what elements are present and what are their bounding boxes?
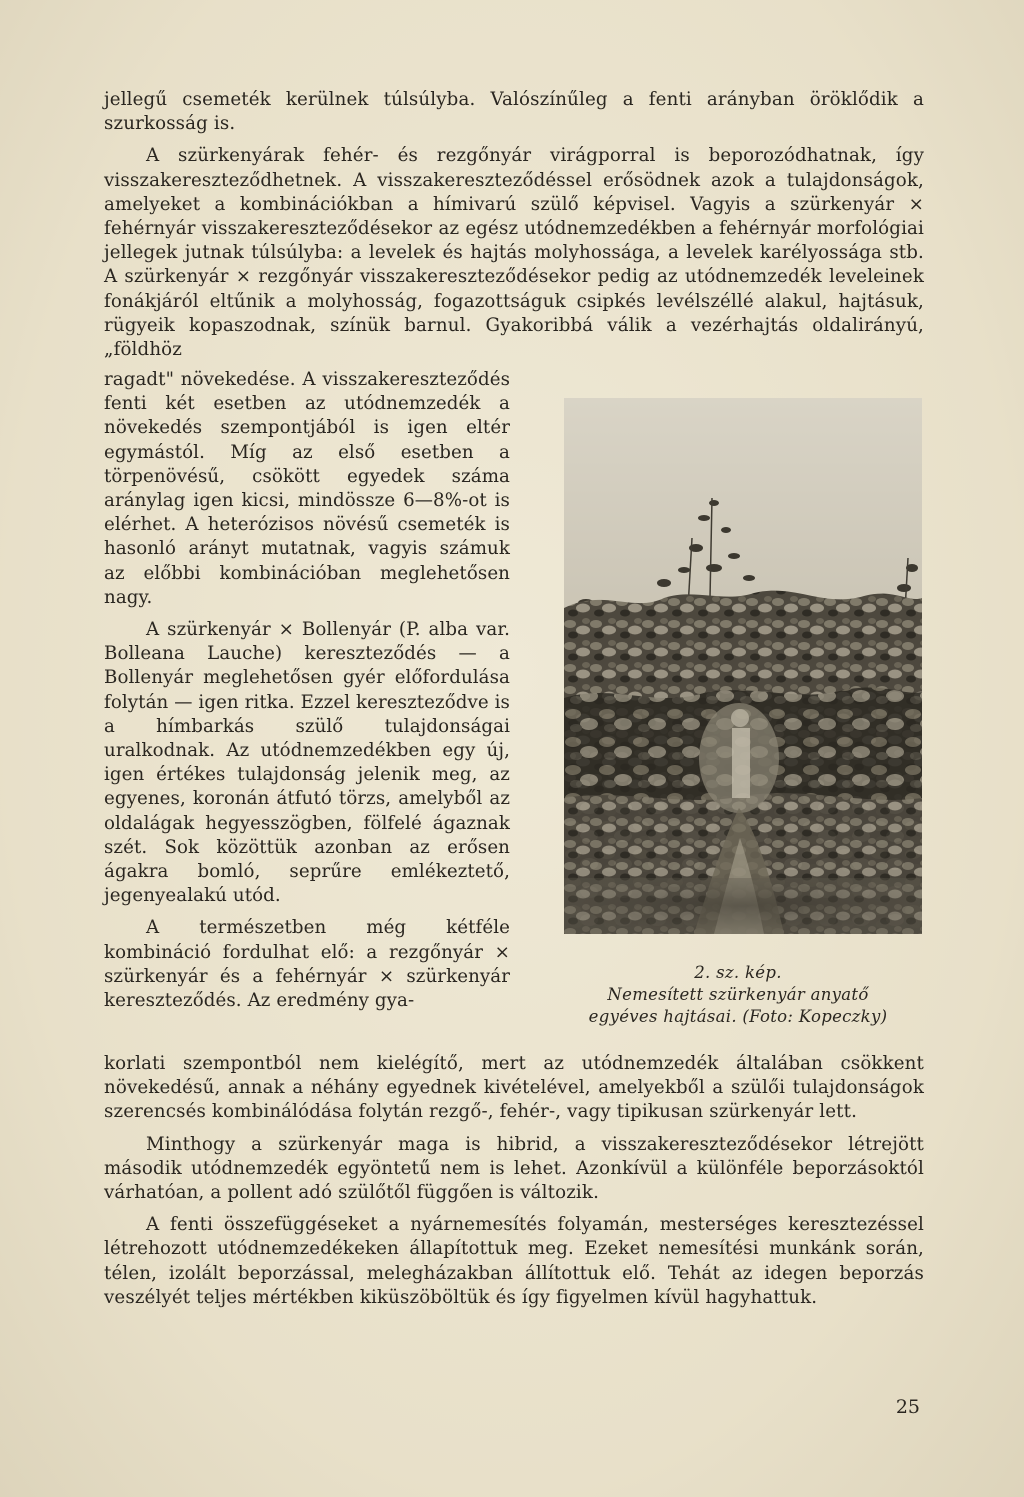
bottom-text-block	[104, 1052, 924, 1310]
photo-poplar-shoots	[564, 398, 922, 934]
paragraph-8: A fenti összefüggéseket a nyárnemesítés folyamán, mesterséges keresztezéssel létrehozott utódnemzedékeken állapítottuk meg. Ezeket nemesítési munkánk során, télen, izolált beporzással, melegházakban állítottuk elő. Tehát az idegen beporzás veszélyét teljes mértékben kiküszöböltük és így figyelmen kívül hagyhattuk.	[104, 1214, 924, 1308]
paragraph-7: Minthogy a szürkenyár maga is hibrid, a visszakereszteződésekor létrejött második utódnemzedék egyöntetű nem is lehet. Azonkívül a különféle beporzásoktól várhatóan, a pollent adó szülőtől függően is változik.	[104, 1133, 924, 1204]
paragraph-5: A természetben még kétféle kombináció fordulhat elő: a rezgőnyár ⨯ szürkenyár és a fehérnyár ⨯ szürkenyár kereszteződés. Az eredmény gya-	[104, 917, 510, 1012]
paragraph-2: A szürkenyárak fehér- és rezgőnyár virágporral is beporozódhatnak, így visszakereszteződhetnek. A visszakereszteződéssel erősödnek azok a tulajdonságok, amelyeket a kombinációkban a hímivarú szülő képvisel. Vagyis a szürkenyár ⨯ fehérnyár visszakereszteződésekor az egész utódnemzedékben a fehérnyár morfológiai jellegek jutnak túlsúlyba: a levelek és hajtás molyhossága, a levelek karélyossága stb. A szürkenyár ⨯ rezgőnyár visszakereszteződésekor pedig az utódnemzedék leveleinek fonákjáról eltűnik a molyhosság, fogazottságuk csipkés levélszéllé alakul, hajtásuk, rügyeik kopaszodnak, színük barnul. Gyakoribbá válik a vezérhajtás oldalirányú, „földhöz	[104, 145, 924, 361]
caption-number: 2. sz. kép.	[694, 963, 782, 982]
paragraph-4: A szürkenyár ⨯ Bollenyár (P. alba var. Bolleana Lauche) kereszteződés — a Bollenyár meglehetősen gyér előfordulása folytán — igen ritka. Ezzel kereszteződve is a hímbarkás szülő tulajdonságai uralkodnak. Az utódnemzedékben egy új, igen értékes tulajdonság jelenik meg, az egyenes, koronán átfutó törzs, amelyből az oldalágak hegyesszögben, fölfelé ágaznak szét. Sok közöttük azonban az erősen ágakra bomló, seprűre emlékeztető, jegenyealakú utód.	[104, 619, 510, 907]
left-column-text	[104, 368, 510, 1013]
page-number: 25	[895, 1396, 920, 1418]
caption-line-2: Nemesített szürkenyár anyatő	[607, 985, 869, 1004]
photo-image	[564, 398, 922, 934]
paragraph-1: jellegű csemeték kerülnek túlsúlyba. Valószínűleg a fenti arányban öröklődik a szurkosság is.	[104, 89, 924, 135]
photo-caption	[548, 962, 928, 1028]
paragraph-3: ragadt" növekedése. A visszakereszteződés fenti két esetben az utódnemzedék a növekedés szempontjából is igen eltér egymástól. Míg az első esetben a törpenövésű, csökött egyedek száma aránylag igen kicsi, mindössze 6—8%-ot is elérhet. A heterózisos növésű csemeték is hasonló arányt mutatnak, vagyis számuk az előbbi kombinációban meglehetősen nagy.	[104, 369, 510, 608]
paragraph-6: korlati szempontból nem kielégítő, mert az utódnemzedék általában csökkent növekedésű, annak a néhány egyednek kivételével, amelyekből a szülői tulajdonságok szerencsés kombinálódása folytán rezgő-, fehér-, vagy tipikusan szürkenyár lett.	[104, 1053, 924, 1123]
top-text-block	[104, 88, 924, 362]
caption-line-3: egyéves hajtásai. (Foto: Kopeczky)	[588, 1007, 888, 1026]
